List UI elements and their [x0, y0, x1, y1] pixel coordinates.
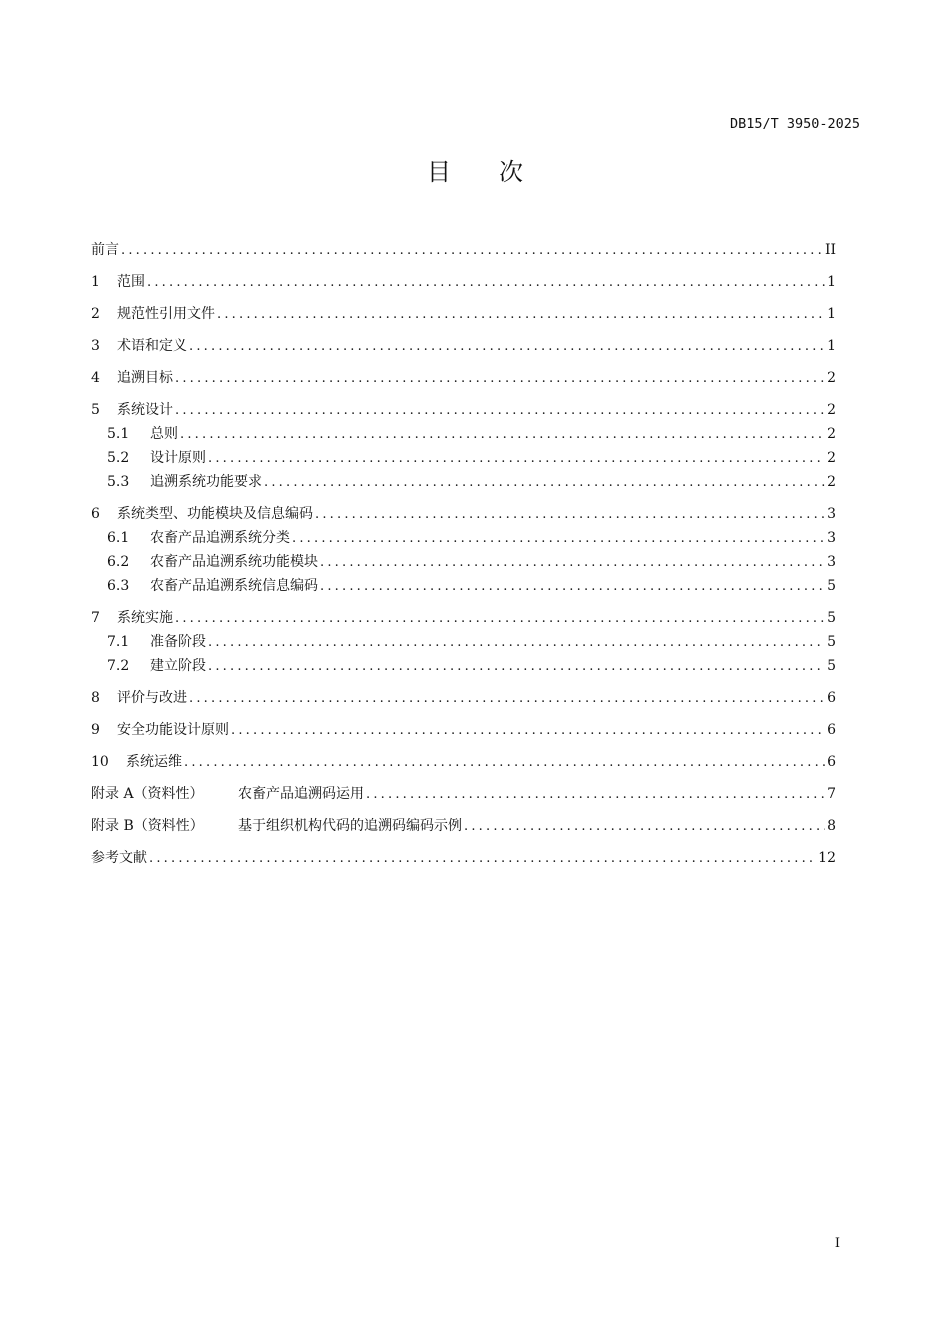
toc-entry-label: 安全功能设计原则 [117, 722, 229, 738]
toc-entry-number: 附录 B（资料性） [91, 818, 204, 834]
toc-leader-dots [175, 399, 825, 423]
toc-entry-number: 5.3 [107, 474, 130, 490]
toc-leader-dots [208, 655, 825, 679]
toc-entry-number: 6.3 [107, 578, 130, 594]
table-of-contents [91, 238, 836, 870]
toc-entry-number: 3 [91, 338, 100, 354]
toc-entry-page: 5 [827, 658, 836, 674]
toc-entry-label: 评价与改进 [117, 690, 187, 706]
toc-entry-page: 5 [827, 610, 836, 626]
toc-entry[interactable] [91, 606, 836, 630]
toc-entry-label: 准备阶段 [150, 634, 206, 650]
toc-leader-dots [264, 471, 825, 495]
toc-entry[interactable] [91, 750, 836, 774]
toc-entry[interactable] [91, 334, 836, 358]
toc-entry-number: 7.2 [107, 658, 130, 674]
toc-entry-label: 范围 [117, 274, 145, 290]
toc-entry[interactable] [91, 526, 836, 550]
toc-entry[interactable] [91, 814, 836, 838]
toc-leader-dots [315, 503, 825, 527]
toc-entry-page: 2 [827, 426, 836, 442]
toc-entry-page: 1 [827, 306, 836, 322]
toc-entry-page: 8 [827, 818, 836, 834]
toc-entry[interactable] [91, 302, 836, 326]
title-char-1: 目 [427, 158, 451, 186]
toc-entry-page: 6 [827, 690, 836, 706]
toc-entry-number: 6.2 [107, 554, 130, 570]
toc-entry[interactable] [91, 782, 836, 806]
toc-entry-label: 追溯目标 [117, 370, 173, 386]
toc-entry-page: 1 [827, 338, 836, 354]
toc-leader-dots [208, 631, 825, 655]
toc-leader-dots [217, 303, 825, 327]
toc-entry-label: 农畜产品追溯系统信息编码 [150, 578, 318, 594]
toc-entry[interactable] [91, 238, 836, 262]
toc-leader-dots [320, 551, 825, 575]
toc-entry-page: 1 [827, 274, 836, 290]
toc-leader-dots [180, 423, 825, 447]
toc-entry-label: 系统运维 [126, 754, 182, 770]
toc-entry[interactable] [91, 574, 836, 598]
toc-entry-number: 4 [91, 370, 100, 386]
toc-entry[interactable] [91, 550, 836, 574]
toc-entry-page: 6 [827, 754, 836, 770]
toc-entry[interactable] [91, 718, 836, 742]
toc-entry[interactable] [91, 422, 836, 446]
toc-entry-label: 系统实施 [117, 610, 173, 626]
toc-entry-page: 2 [827, 370, 836, 386]
page-number: I [834, 1236, 840, 1251]
toc-entry-number: 6.1 [107, 530, 130, 546]
toc-entry-page: 12 [818, 850, 836, 866]
toc-entry-page: 2 [827, 450, 836, 466]
toc-entry-number: 2 [91, 306, 100, 322]
toc-leader-dots [292, 527, 825, 551]
toc-entry-label: 基于组织机构代码的追溯码编码示例 [238, 818, 462, 834]
title-char-2: 次 [499, 158, 523, 186]
toc-entry-number: 10 [91, 754, 109, 770]
toc-entry-label: 参考文献 [91, 850, 147, 866]
page-title [0, 152, 950, 187]
toc-entry-page: 2 [827, 474, 836, 490]
toc-entry-label: 设计原则 [150, 450, 206, 466]
toc-entry[interactable] [91, 686, 836, 710]
toc-entry-label: 前言 [91, 242, 119, 258]
toc-entry-number: 8 [91, 690, 100, 706]
toc-leader-dots [320, 575, 825, 599]
toc-leader-dots [189, 687, 825, 711]
toc-entry-number: 5.2 [107, 450, 130, 466]
toc-entry-number: 附录 A（资料性） [91, 786, 204, 802]
toc-entry[interactable] [91, 398, 836, 422]
toc-entry-page: 2 [827, 402, 836, 418]
toc-entry[interactable] [91, 366, 836, 390]
toc-entry-label: 农畜产品追溯系统功能模块 [150, 554, 318, 570]
toc-entry-page: 5 [827, 634, 836, 650]
toc-entry-page: 5 [827, 578, 836, 594]
toc-entry-page: 3 [827, 554, 836, 570]
toc-entry[interactable] [91, 846, 836, 870]
toc-leader-dots [464, 815, 825, 839]
toc-entry-page: 3 [827, 506, 836, 522]
toc-leader-dots [175, 607, 825, 631]
toc-leader-dots [147, 271, 825, 295]
toc-entry-page: 7 [827, 786, 836, 802]
toc-leader-dots [231, 719, 825, 743]
toc-leader-dots [208, 447, 825, 471]
toc-entry-label: 系统类型、功能模块及信息编码 [117, 506, 313, 522]
toc-entry-number: 7 [91, 610, 100, 626]
toc-entry-number: 1 [91, 274, 100, 290]
toc-entry[interactable] [91, 470, 836, 494]
toc-leader-dots [149, 847, 816, 871]
toc-leader-dots [175, 367, 825, 391]
toc-leader-dots [189, 335, 825, 359]
toc-entry-label: 建立阶段 [150, 658, 206, 674]
toc-entry-page: 3 [827, 530, 836, 546]
toc-entry-label: 术语和定义 [117, 338, 187, 354]
toc-entry-page: 6 [827, 722, 836, 738]
toc-entry-label: 农畜产品追溯码运用 [238, 786, 364, 802]
toc-entry-label: 规范性引用文件 [117, 306, 215, 322]
toc-entry-label: 总则 [150, 426, 178, 442]
toc-entry-number: 6 [91, 506, 100, 522]
toc-entry-number: 9 [91, 722, 100, 738]
toc-leader-dots [366, 783, 825, 807]
toc-entry[interactable] [91, 446, 836, 470]
toc-entry-number: 7.1 [107, 634, 130, 650]
document-code: DB15/T 3950-2025 [729, 116, 860, 132]
toc-entry[interactable] [91, 270, 836, 294]
toc-entry-page: II [824, 242, 836, 258]
toc-leader-dots [121, 239, 823, 263]
toc-entry-number: 5 [91, 402, 100, 418]
toc-entry-label: 农畜产品追溯系统分类 [150, 530, 290, 546]
toc-entry-number: 5.1 [107, 426, 130, 442]
toc-entry[interactable] [91, 654, 836, 678]
toc-entry-label: 系统设计 [117, 402, 173, 418]
toc-entry[interactable] [91, 502, 836, 526]
toc-leader-dots [184, 751, 825, 775]
toc-entry-label: 追溯系统功能要求 [150, 474, 262, 490]
toc-entry[interactable] [91, 630, 836, 654]
